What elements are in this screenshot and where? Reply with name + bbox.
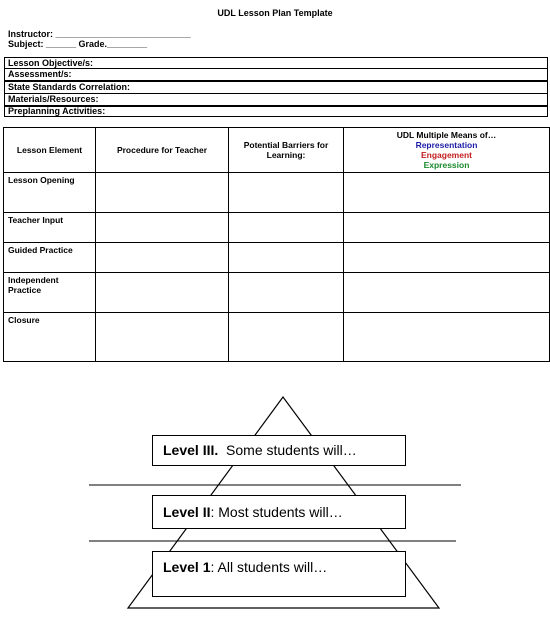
row-label-guided-practice: Guided Practice xyxy=(4,243,96,273)
level-3-label: Level III. xyxy=(163,442,219,458)
level-3-text: Some students will… xyxy=(226,442,357,458)
level-2-text: : Most students will… xyxy=(210,504,343,520)
level-3-box xyxy=(152,435,406,466)
header-procedure: Procedure for Teacher xyxy=(96,128,229,173)
info-lesson-objectives: Lesson Objective/s: xyxy=(8,58,94,68)
subject-grade-line: Subject: ______ Grade.________ xyxy=(8,39,148,49)
level-1-label: Level 1 xyxy=(163,559,211,575)
udl-heading: UDL Multiple Means of… xyxy=(396,130,497,140)
info-materials: Materials/Resources: xyxy=(8,94,99,104)
level-2-label: Level II xyxy=(163,504,211,520)
level-2-box xyxy=(152,495,406,529)
level-1-text: : All students will… xyxy=(210,559,328,575)
row-label-lesson-opening: Lesson Opening xyxy=(4,173,96,213)
udl-representation: Representation xyxy=(415,140,478,150)
row-label-independent-practice: Independent Practice xyxy=(4,273,96,313)
header-lesson-element: Lesson Element xyxy=(4,128,96,173)
level-1-box xyxy=(152,551,406,597)
info-assessments: Assessment/s: xyxy=(8,69,72,79)
page-title: UDL Lesson Plan Template xyxy=(217,8,333,18)
udl-expression: Expression xyxy=(423,160,470,170)
info-preplanning: Preplanning Activities: xyxy=(8,106,106,116)
row-label-closure: Closure xyxy=(4,313,96,362)
instructor-line: Instructor: ___________________________ xyxy=(8,29,191,39)
udl-engagement: Engagement xyxy=(420,150,472,160)
header-barriers: Potential Barriers for Learning: xyxy=(229,128,344,173)
info-state-standards: State Standards Correlation: xyxy=(8,82,131,92)
row-label-teacher-input: Teacher Input xyxy=(4,213,96,243)
